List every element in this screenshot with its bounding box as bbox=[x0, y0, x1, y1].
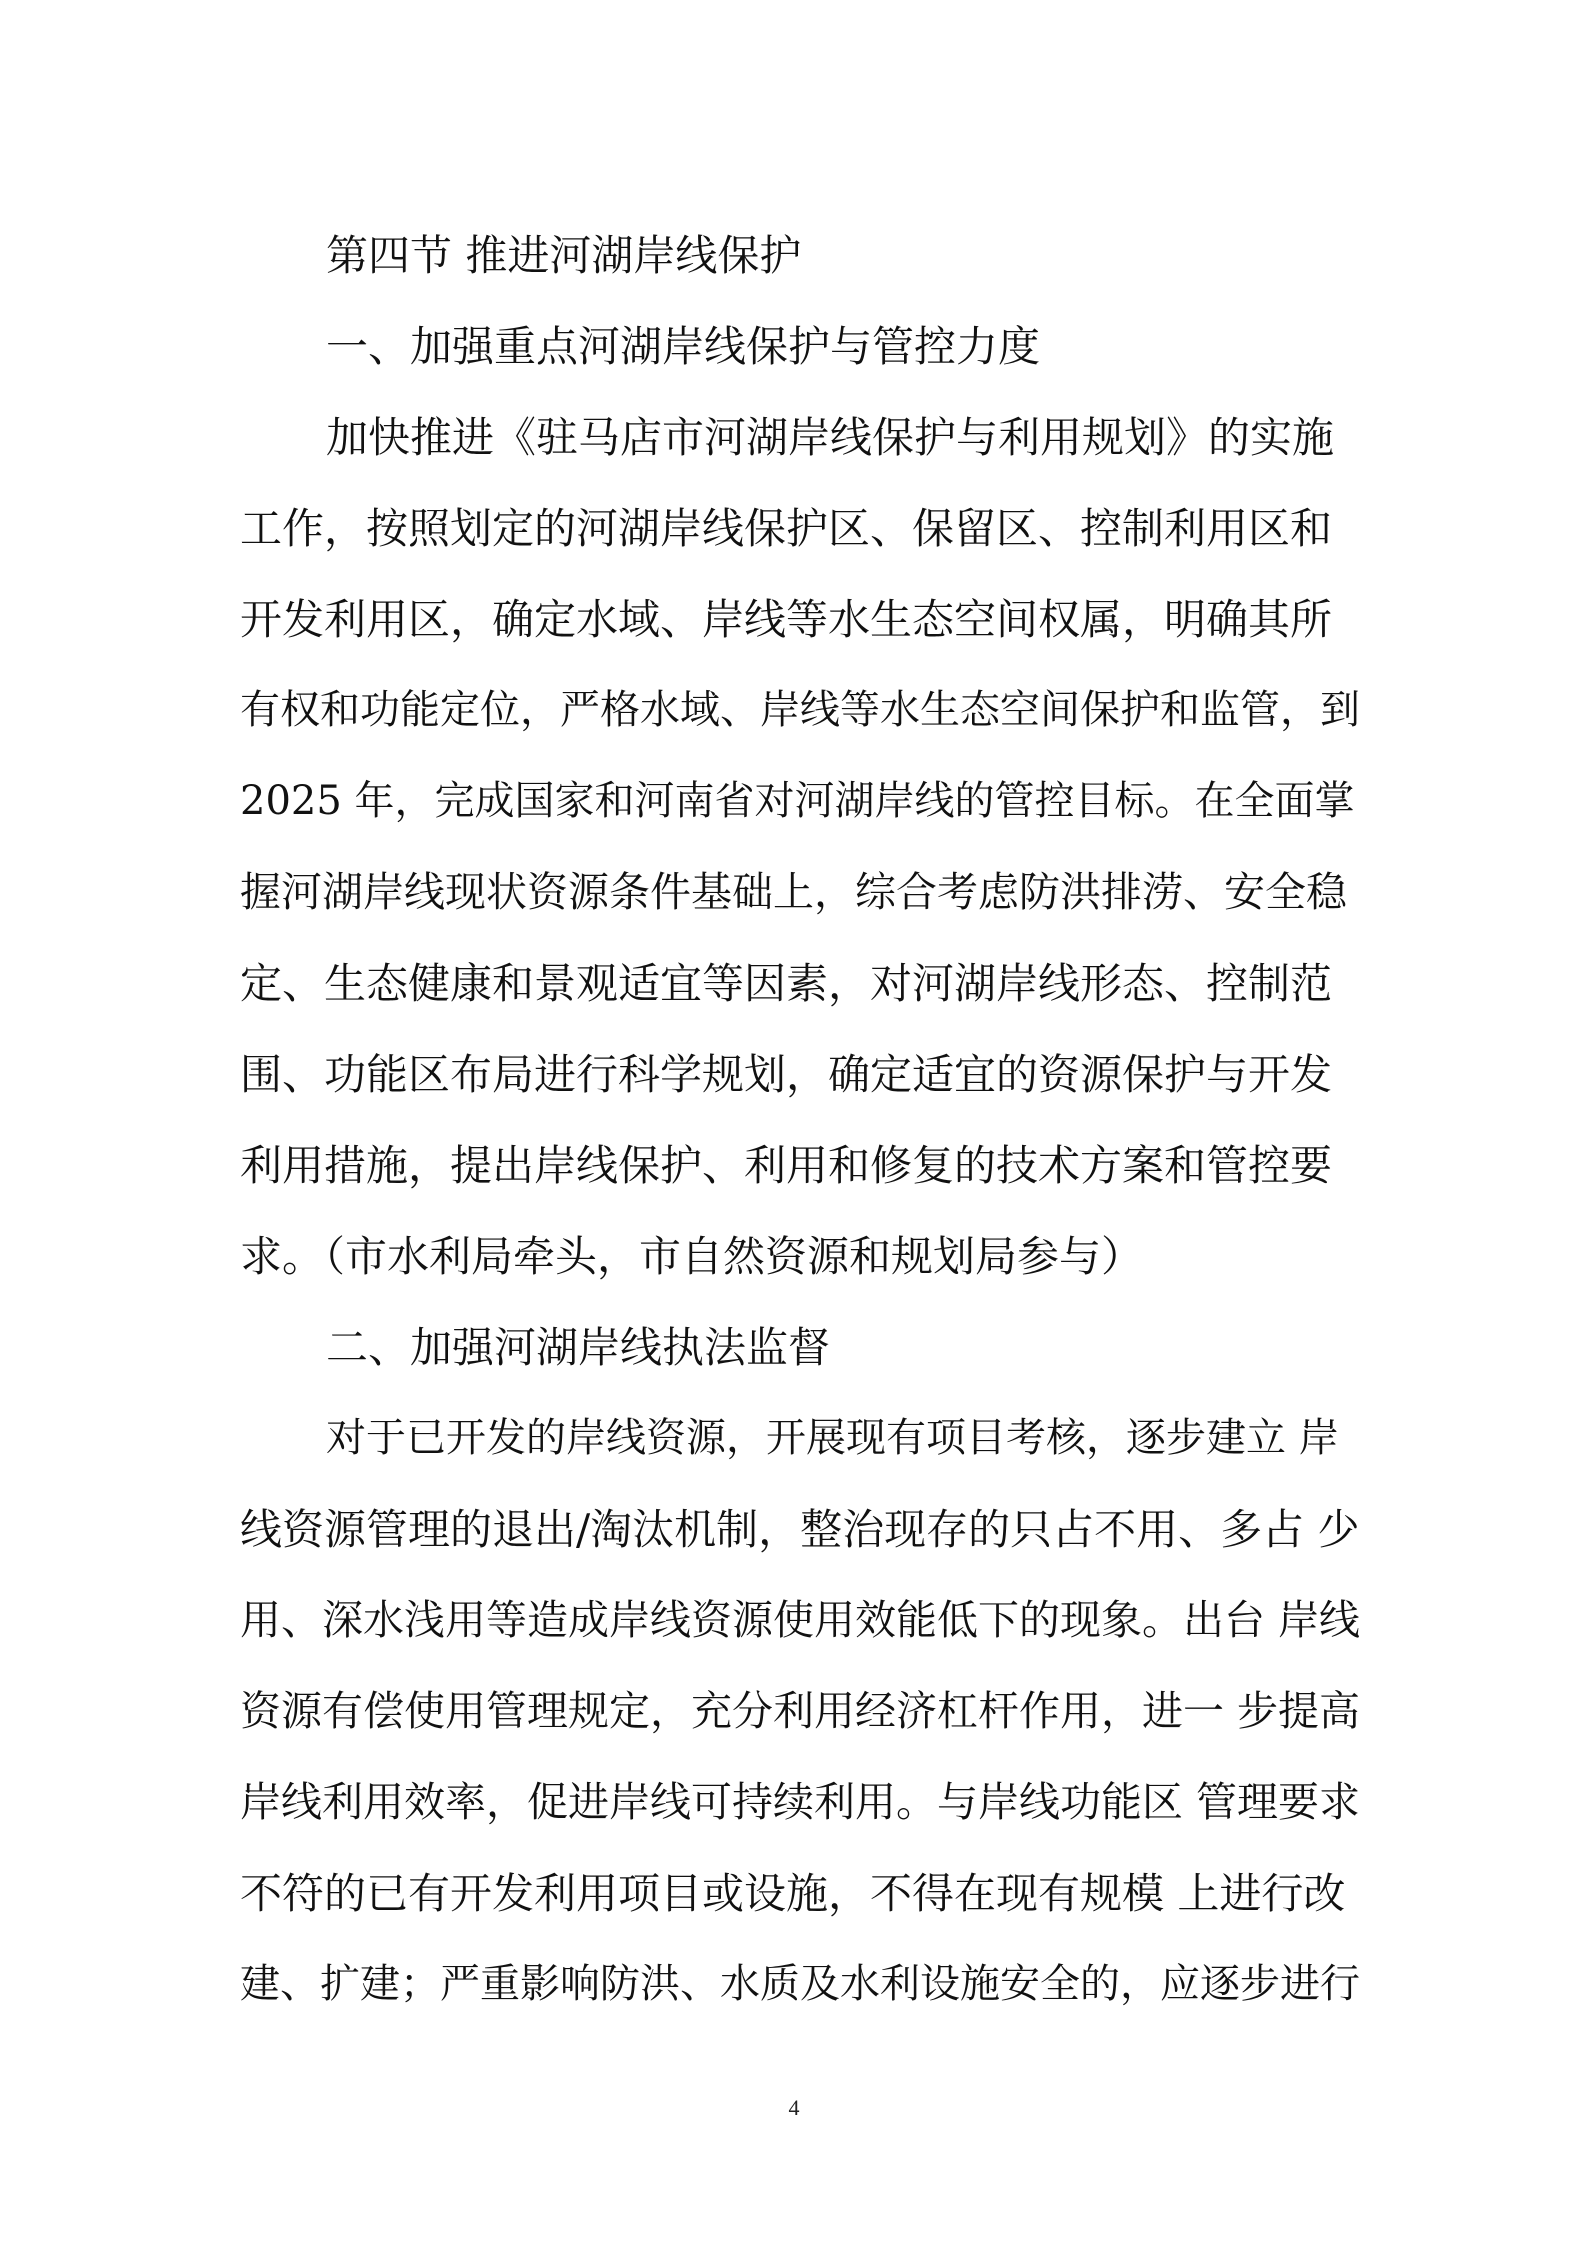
subsection-heading-2: 二、加强河湖岸线执法监督 bbox=[326, 1323, 831, 1372]
paragraph-2-line: 用、深水浅用等造成岸线资源使用效能低下的现象。出台 岸线 bbox=[240, 1596, 1361, 1644]
paragraph-2-line: 建、扩建；严重影响防洪、水质及水利设施安全的，应逐步进行 bbox=[240, 1961, 1360, 2007]
paragraph-1-line: 求。（市水利局牵头，市自然资源和规划局参与） bbox=[240, 1232, 1144, 1281]
paragraph-1-line: 定、生态健康和景观适宜等因素，对河湖岸线形态、控制范 bbox=[240, 959, 1333, 1008]
paragraph-2-line: 对于已开发的岸线资源，开展现有项目考核，逐步建立 岸 bbox=[326, 1415, 1339, 1461]
paragraph-2-line: 不符的已有开发利用项目或设施，不得在现有规模 上进行改 bbox=[240, 1869, 1346, 1918]
paragraph-2-line: 资源有偿使用管理规定，充分利用经济杠杆作用，进一 步提高 bbox=[240, 1687, 1361, 1735]
paragraph-1-line: 利用措施，提出岸线保护、利用和修复的技术方案和管控要 bbox=[240, 1141, 1333, 1190]
paragraph-1-line: 握河湖岸线现状资源条件基础上，综合考虑防洪排涝、安全稳 bbox=[240, 868, 1347, 916]
paragraph-2-line: 岸线利用效率，促进岸线可持续利用。与岸线功能区 管理要求 bbox=[240, 1778, 1361, 1826]
paragraph-1-line: 2025 年，完成国家和河南省对河湖岸线的管控目标。在全面掌 bbox=[240, 778, 1355, 824]
paragraph-1-line: 开发利用区，确定水域、岸线等水生态空间权属，明确其所 bbox=[240, 595, 1333, 644]
paragraph-1-line: 围、功能区布局进行科学规划，确定适宜的资源保护与开发 bbox=[240, 1050, 1333, 1099]
paragraph-1-line: 工作，按照划定的河湖岸线保护区、保留区、控制利用区和 bbox=[240, 504, 1333, 553]
page-number: 4 bbox=[788, 2095, 800, 2120]
paragraph-2-line: 线资源管理的退出/淘汰机制，整治现存的只占不用、多占 少 bbox=[240, 1505, 1360, 1554]
paragraph-1-line: 有权和功能定位，严格水域、岸线等水生态空间保护和监管，到 bbox=[240, 687, 1360, 733]
subsection-heading-1: 一、加强重点河湖岸线保护与管控力度 bbox=[326, 322, 1041, 371]
document-body bbox=[240, 210, 1360, 2030]
paragraph-1-line: 加快推进《驻马店市河湖岸线保护与利用规划》的实施 bbox=[326, 413, 1335, 462]
section-heading: 第四节 推进河湖岸线保护 bbox=[326, 231, 802, 280]
